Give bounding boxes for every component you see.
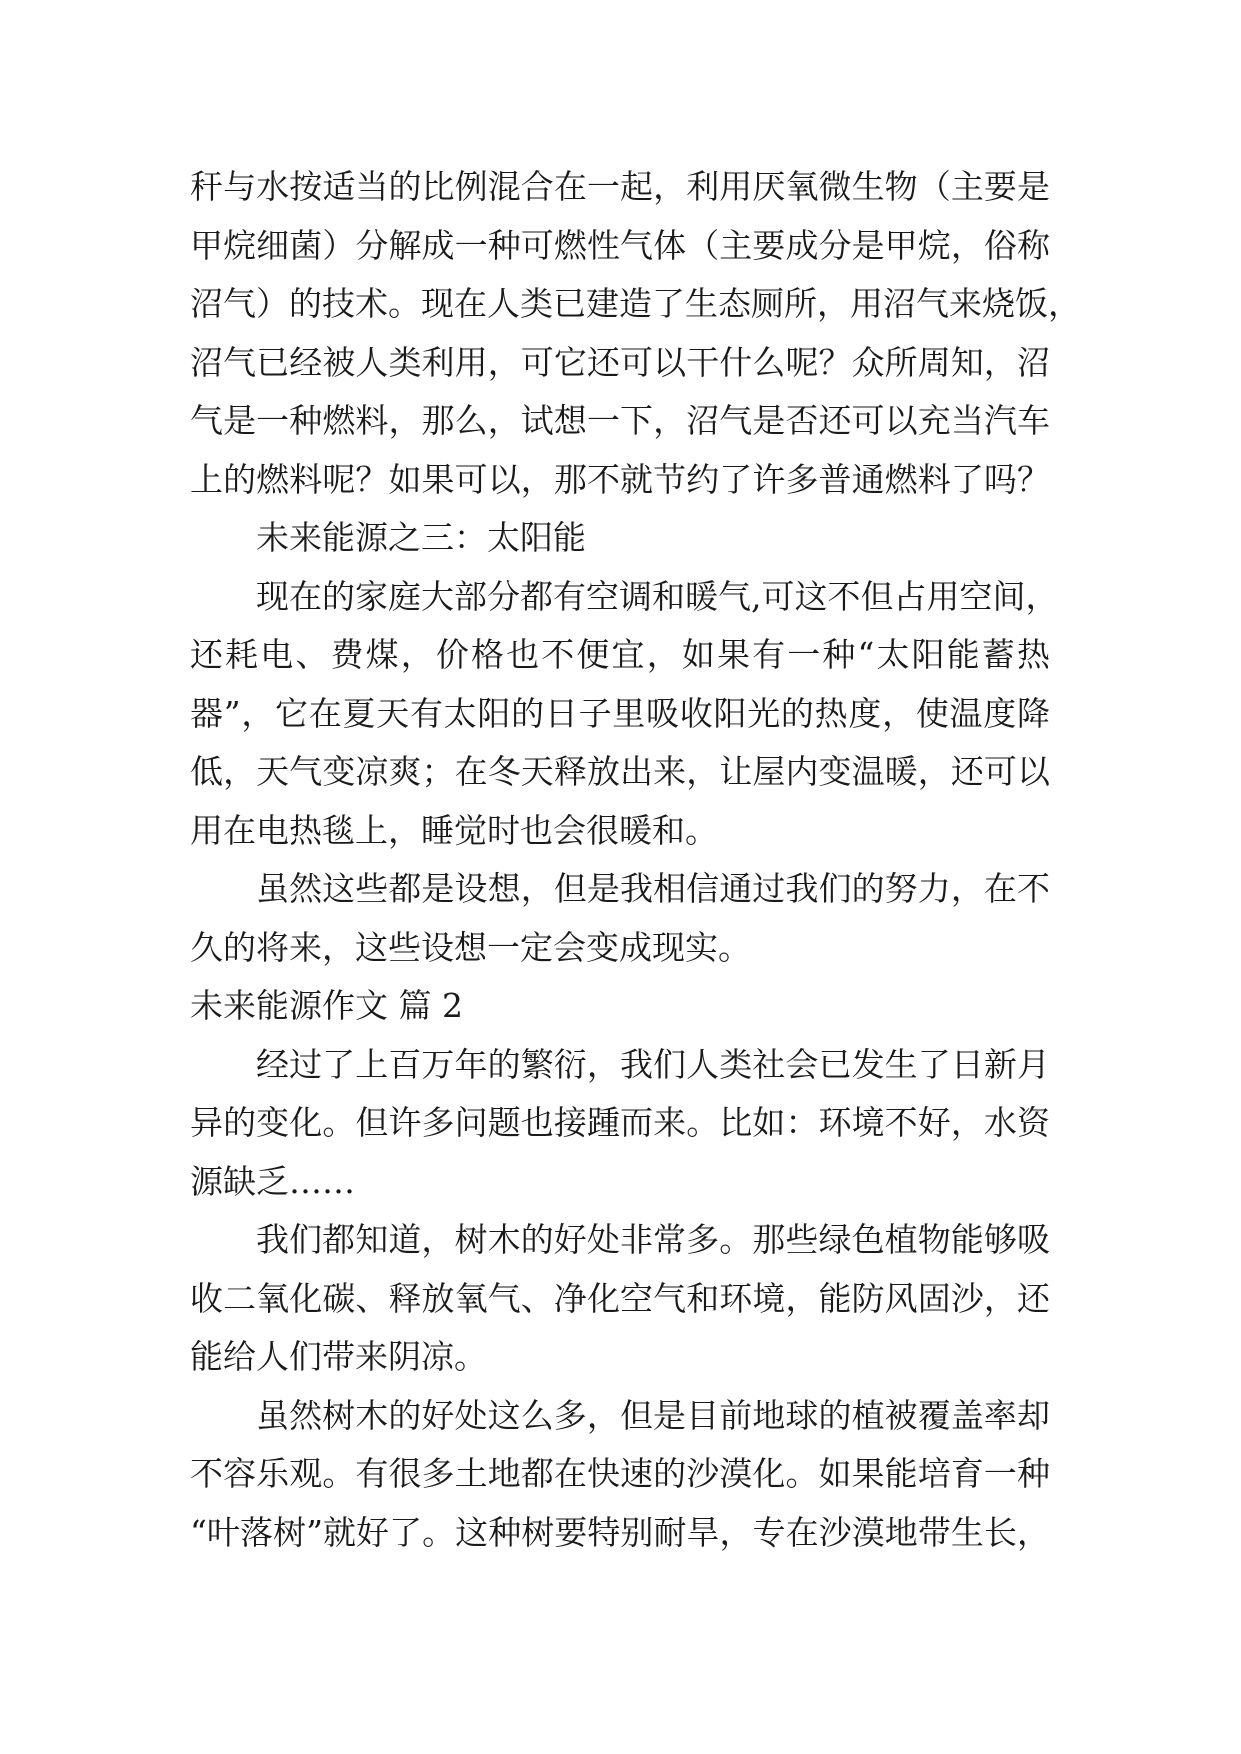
document-body <box>190 158 1081 1562</box>
text-line: “叶落树”就好了。这种树要特别耐旱，专在沙漠地带生长， <box>190 1512 1050 1552</box>
text-line: 虽然这些都是设想，但是我相信通过我们的努力，在不 <box>256 869 1050 908</box>
text-line: 沼气已经被人类利用，可它还可以干什么呢？众所周知，沼 <box>190 342 1050 382</box>
text-line: 能给人们带来阴凉。 <box>190 1337 487 1376</box>
text-line: 源缺乏…… <box>190 1161 355 1201</box>
text-line: 不容乐观。有很多土地都在快速的沙漠化。如果能培育一种 <box>190 1454 1050 1493</box>
text-line: 虽然树木的好处这么多，但是目前地球的植被覆盖率却 <box>256 1395 1050 1435</box>
text-line: 还耗电、费煤，价格也不便宜，如果有一种“太阳能蓄热 <box>190 635 1050 674</box>
text-line: 上的燃料呢？如果可以，那不就节约了许多普通燃料了吗？ <box>190 459 1050 499</box>
text-line: 低，天气变凉爽；在冬天释放出来，让屋内变温暖，还可以 <box>190 752 1050 791</box>
text-line: 异的变化。但许多问题也接踵而来。比如：环境不好，水资 <box>190 1103 1050 1142</box>
text-line: 用在电热毯上，睡觉时也会很暖和。 <box>190 810 718 850</box>
text-line: 秆与水按适当的比例混合在一起，利用厌氧微生物（主要是 <box>190 167 1050 206</box>
text-line: 甲烷细菌）分解成一种可燃性气体（主要成分是甲烷，俗称 <box>190 225 1050 265</box>
text-line: 经过了上百万年的繁衍，我们人类社会已发生了日新月 <box>256 1044 1050 1084</box>
text-line: 器”，它在夏天有太阳的日子里吸收阳光的热度，使温度降 <box>190 693 1050 733</box>
text-line: 收二氧化碳、释放氧气、净化空气和环境，能防风固沙，还 <box>190 1278 1050 1318</box>
section-heading: 未来能源之三：太阳能 <box>256 518 586 557</box>
text-line: 现在的家庭大部分都有空调和暖气,可这不但占用空间， <box>256 576 1059 616</box>
essay-title: 未来能源作文 篇 2 <box>190 986 463 1025</box>
text-line: 久的将来，这些设想一定会变成现实。 <box>190 927 751 967</box>
text-line: 沼气）的技术。现在人类已建造了生态厕所，用沼气来烧饭， <box>190 284 1081 323</box>
text-line: 我们都知道，树木的好处非常多。那些绿色植物能够吸 <box>256 1220 1050 1259</box>
text-line: 气是一种燃料，那么，试想一下，沼气是否还可以充当汽车 <box>190 401 1050 440</box>
